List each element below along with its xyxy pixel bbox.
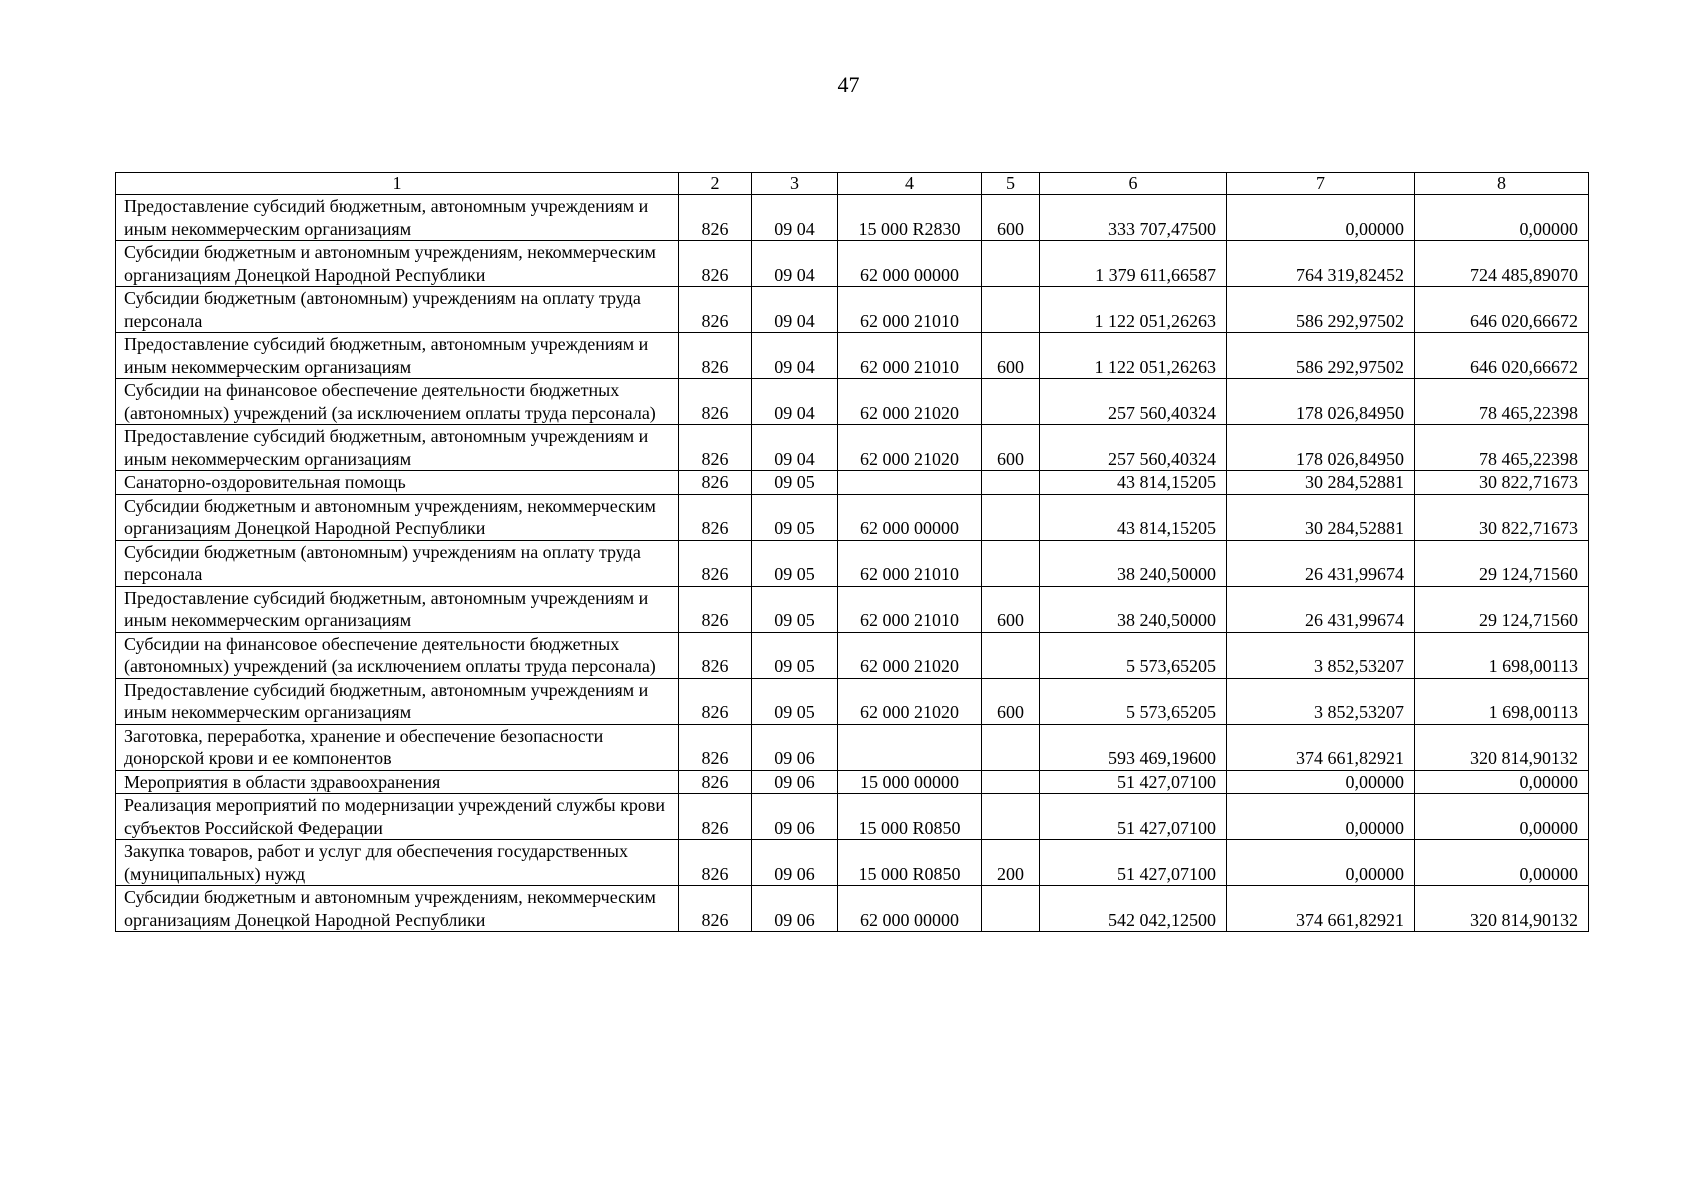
row-cell-col4: 15 000 R2830 <box>838 195 982 241</box>
row-cell-col6: 257 560,40324 <box>1040 425 1227 471</box>
row-cell-col4: 62 000 21010 <box>838 287 982 333</box>
row-cell-col2: 826 <box>679 770 752 794</box>
row-cell-col8: 0,00000 <box>1415 840 1589 886</box>
row-name-cell: Мероприятия в области здравоохранения <box>116 770 679 794</box>
row-cell-col3: 09 04 <box>752 241 838 287</box>
row-cell-col2: 826 <box>679 586 752 632</box>
row-cell-col6: 43 814,15205 <box>1040 494 1227 540</box>
row-cell-col8: 78 465,22398 <box>1415 425 1589 471</box>
header-cell-6: 6 <box>1040 173 1227 195</box>
row-cell-col5: 600 <box>982 333 1040 379</box>
row-cell-col2: 826 <box>679 886 752 932</box>
row-cell-col6: 257 560,40324 <box>1040 379 1227 425</box>
row-cell-col8: 29 124,71560 <box>1415 540 1589 586</box>
row-name-cell: Субсидии бюджетным (автономным) учреждениям на оплату труда персонала <box>116 287 679 333</box>
row-cell-col5: 200 <box>982 840 1040 886</box>
row-cell-col7: 374 661,82921 <box>1227 724 1415 770</box>
row-name-cell: Реализация мероприятий по модернизации учреждений службы крови субъектов Российской Федерации <box>116 794 679 840</box>
row-cell-col6: 542 042,12500 <box>1040 886 1227 932</box>
row-cell-col4: 62 000 21020 <box>838 678 982 724</box>
table-row <box>116 632 1589 678</box>
row-cell-col3: 09 05 <box>752 471 838 495</box>
row-cell-col7: 3 852,53207 <box>1227 678 1415 724</box>
row-cell-col5 <box>982 494 1040 540</box>
row-cell-col2: 826 <box>679 195 752 241</box>
table-row <box>116 425 1589 471</box>
row-cell-col3: 09 06 <box>752 770 838 794</box>
row-cell-col7: 374 661,82921 <box>1227 886 1415 932</box>
table-row <box>116 540 1589 586</box>
row-cell-col6: 38 240,50000 <box>1040 540 1227 586</box>
row-cell-col5 <box>982 724 1040 770</box>
row-cell-col5 <box>982 770 1040 794</box>
row-cell-col8: 1 698,00113 <box>1415 632 1589 678</box>
row-cell-col6: 5 573,65205 <box>1040 678 1227 724</box>
row-cell-col5: 600 <box>982 586 1040 632</box>
row-name-cell: Предоставление субсидий бюджетным, автономным учреждениям и иным некоммерческим организациям <box>116 195 679 241</box>
row-cell-col5 <box>982 632 1040 678</box>
header-cell-1: 1 <box>116 173 679 195</box>
row-cell-col4: 62 000 21020 <box>838 425 982 471</box>
row-cell-col7: 0,00000 <box>1227 794 1415 840</box>
row-cell-col4: 15 000 00000 <box>838 770 982 794</box>
row-cell-col3: 09 05 <box>752 632 838 678</box>
table-row <box>116 471 1589 495</box>
row-cell-col2: 826 <box>679 241 752 287</box>
row-cell-col3: 09 04 <box>752 379 838 425</box>
row-name-cell: Субсидии бюджетным (автономным) учреждениям на оплату труда персонала <box>116 540 679 586</box>
row-cell-col4: 15 000 R0850 <box>838 840 982 886</box>
row-cell-col2: 826 <box>679 471 752 495</box>
row-cell-col6: 333 707,47500 <box>1040 195 1227 241</box>
row-cell-col2: 826 <box>679 287 752 333</box>
table-row <box>116 379 1589 425</box>
row-cell-col3: 09 04 <box>752 333 838 379</box>
table-row <box>116 724 1589 770</box>
row-cell-col8: 320 814,90132 <box>1415 886 1589 932</box>
row-name-cell: Заготовка, переработка, хранение и обеспечение безопасности донорской крови и ее компонентов <box>116 724 679 770</box>
row-cell-col5 <box>982 540 1040 586</box>
row-cell-col8: 320 814,90132 <box>1415 724 1589 770</box>
page-number: 47 <box>837 72 860 97</box>
table-row <box>116 494 1589 540</box>
header-cell-5: 5 <box>982 173 1040 195</box>
row-cell-col2: 826 <box>679 678 752 724</box>
row-name-cell: Закупка товаров, работ и услуг для обеспечения государственных (муниципальных) нужд <box>116 840 679 886</box>
row-cell-col6: 51 427,07100 <box>1040 794 1227 840</box>
row-cell-col7: 26 431,99674 <box>1227 540 1415 586</box>
row-name-cell: Субсидии бюджетным и автономным учреждениям, некоммерческим организациям Донецкой Народной Республики <box>116 886 679 932</box>
row-cell-col2: 826 <box>679 794 752 840</box>
table-row <box>116 794 1589 840</box>
row-name-cell: Предоставление субсидий бюджетным, автономным учреждениям и иным некоммерческим организациям <box>116 333 679 379</box>
row-cell-col8: 646 020,66672 <box>1415 333 1589 379</box>
row-cell-col7: 764 319,82452 <box>1227 241 1415 287</box>
row-cell-col7: 586 292,97502 <box>1227 333 1415 379</box>
row-cell-col2: 826 <box>679 540 752 586</box>
row-cell-col5 <box>982 379 1040 425</box>
row-cell-col7: 178 026,84950 <box>1227 379 1415 425</box>
row-cell-col7: 178 026,84950 <box>1227 425 1415 471</box>
row-cell-col8: 646 020,66672 <box>1415 287 1589 333</box>
row-cell-col8: 1 698,00113 <box>1415 678 1589 724</box>
header-cell-4: 4 <box>838 173 982 195</box>
row-cell-col6: 51 427,07100 <box>1040 840 1227 886</box>
row-cell-col2: 826 <box>679 840 752 886</box>
row-name-cell: Санаторно-оздоровительная помощь <box>116 471 679 495</box>
row-cell-col4: 15 000 R0850 <box>838 794 982 840</box>
header-cell-8: 8 <box>1415 173 1589 195</box>
row-cell-col3: 09 05 <box>752 540 838 586</box>
row-cell-col8: 78 465,22398 <box>1415 379 1589 425</box>
row-cell-col5 <box>982 471 1040 495</box>
row-cell-col4: 62 000 21010 <box>838 333 982 379</box>
row-cell-col8: 30 822,71673 <box>1415 471 1589 495</box>
table-row <box>116 241 1589 287</box>
row-cell-col7: 30 284,52881 <box>1227 494 1415 540</box>
row-cell-col2: 826 <box>679 425 752 471</box>
row-cell-col3: 09 05 <box>752 494 838 540</box>
row-cell-col6: 593 469,19600 <box>1040 724 1227 770</box>
row-cell-col3: 09 05 <box>752 678 838 724</box>
row-name-cell: Предоставление субсидий бюджетным, автономным учреждениям и иным некоммерческим организациям <box>116 678 679 724</box>
row-cell-col4 <box>838 471 982 495</box>
row-cell-col6: 1 122 051,26263 <box>1040 333 1227 379</box>
table-row <box>116 287 1589 333</box>
row-cell-col7: 3 852,53207 <box>1227 632 1415 678</box>
row-cell-col7: 0,00000 <box>1227 195 1415 241</box>
row-cell-col7: 26 431,99674 <box>1227 586 1415 632</box>
row-name-cell: Субсидии на финансовое обеспечение деятельности бюджетных (автономных) учреждений (за исключением оплаты труда персонала) <box>116 632 679 678</box>
row-cell-col4: 62 000 00000 <box>838 494 982 540</box>
row-cell-col5: 600 <box>982 425 1040 471</box>
row-cell-col4: 62 000 21020 <box>838 379 982 425</box>
header-cell-7: 7 <box>1227 173 1415 195</box>
row-cell-col8: 724 485,89070 <box>1415 241 1589 287</box>
row-cell-col6: 1 379 611,66587 <box>1040 241 1227 287</box>
row-cell-col7: 586 292,97502 <box>1227 287 1415 333</box>
row-cell-col3: 09 06 <box>752 886 838 932</box>
table-row <box>116 333 1589 379</box>
row-cell-col5 <box>982 794 1040 840</box>
table-row <box>116 770 1589 794</box>
row-cell-col3: 09 06 <box>752 840 838 886</box>
row-cell-col3: 09 04 <box>752 287 838 333</box>
row-cell-col5 <box>982 886 1040 932</box>
row-cell-col2: 826 <box>679 379 752 425</box>
row-cell-col3: 09 04 <box>752 425 838 471</box>
row-cell-col8: 30 822,71673 <box>1415 494 1589 540</box>
row-cell-col2: 826 <box>679 632 752 678</box>
row-cell-col5: 600 <box>982 678 1040 724</box>
header-cell-2: 2 <box>679 173 752 195</box>
header-cell-3: 3 <box>752 173 838 195</box>
row-cell-col4: 62 000 21010 <box>838 540 982 586</box>
row-cell-col3: 09 06 <box>752 794 838 840</box>
budget-table <box>115 172 1589 932</box>
row-cell-col7: 0,00000 <box>1227 770 1415 794</box>
row-cell-col4 <box>838 724 982 770</box>
row-cell-col4: 62 000 21020 <box>838 632 982 678</box>
table-row <box>116 195 1589 241</box>
row-cell-col8: 29 124,71560 <box>1415 586 1589 632</box>
table-row <box>116 840 1589 886</box>
row-cell-col8: 0,00000 <box>1415 794 1589 840</box>
row-cell-col5: 600 <box>982 195 1040 241</box>
row-cell-col5 <box>982 241 1040 287</box>
row-cell-col2: 826 <box>679 724 752 770</box>
row-cell-col3: 09 04 <box>752 195 838 241</box>
row-cell-col8: 0,00000 <box>1415 770 1589 794</box>
row-cell-col7: 0,00000 <box>1227 840 1415 886</box>
row-cell-col6: 51 427,07100 <box>1040 770 1227 794</box>
row-cell-col8: 0,00000 <box>1415 195 1589 241</box>
row-cell-col2: 826 <box>679 333 752 379</box>
row-name-cell: Предоставление субсидий бюджетным, автономным учреждениям и иным некоммерческим организациям <box>116 586 679 632</box>
table-row <box>116 678 1589 724</box>
row-name-cell: Предоставление субсидий бюджетным, автономным учреждениям и иным некоммерческим организациям <box>116 425 679 471</box>
row-cell-col6: 38 240,50000 <box>1040 586 1227 632</box>
row-cell-col6: 5 573,65205 <box>1040 632 1227 678</box>
row-cell-col6: 43 814,15205 <box>1040 471 1227 495</box>
row-cell-col2: 826 <box>679 494 752 540</box>
row-name-cell: Субсидии на финансовое обеспечение деятельности бюджетных (автономных) учреждений (за исключением оплаты труда персонала) <box>116 379 679 425</box>
row-cell-col5 <box>982 287 1040 333</box>
row-cell-col3: 09 06 <box>752 724 838 770</box>
row-cell-col4: 62 000 21010 <box>838 586 982 632</box>
row-cell-col7: 30 284,52881 <box>1227 471 1415 495</box>
row-cell-col4: 62 000 00000 <box>838 241 982 287</box>
row-name-cell: Субсидии бюджетным и автономным учреждениям, некоммерческим организациям Донецкой Народной Республики <box>116 241 679 287</box>
table-row <box>116 586 1589 632</box>
row-name-cell: Субсидии бюджетным и автономным учреждениям, некоммерческим организациям Донецкой Народной Республики <box>116 494 679 540</box>
row-cell-col4: 62 000 00000 <box>838 886 982 932</box>
table-row <box>116 886 1589 932</box>
table-header-row <box>116 173 1589 195</box>
row-cell-col3: 09 05 <box>752 586 838 632</box>
row-cell-col6: 1 122 051,26263 <box>1040 287 1227 333</box>
